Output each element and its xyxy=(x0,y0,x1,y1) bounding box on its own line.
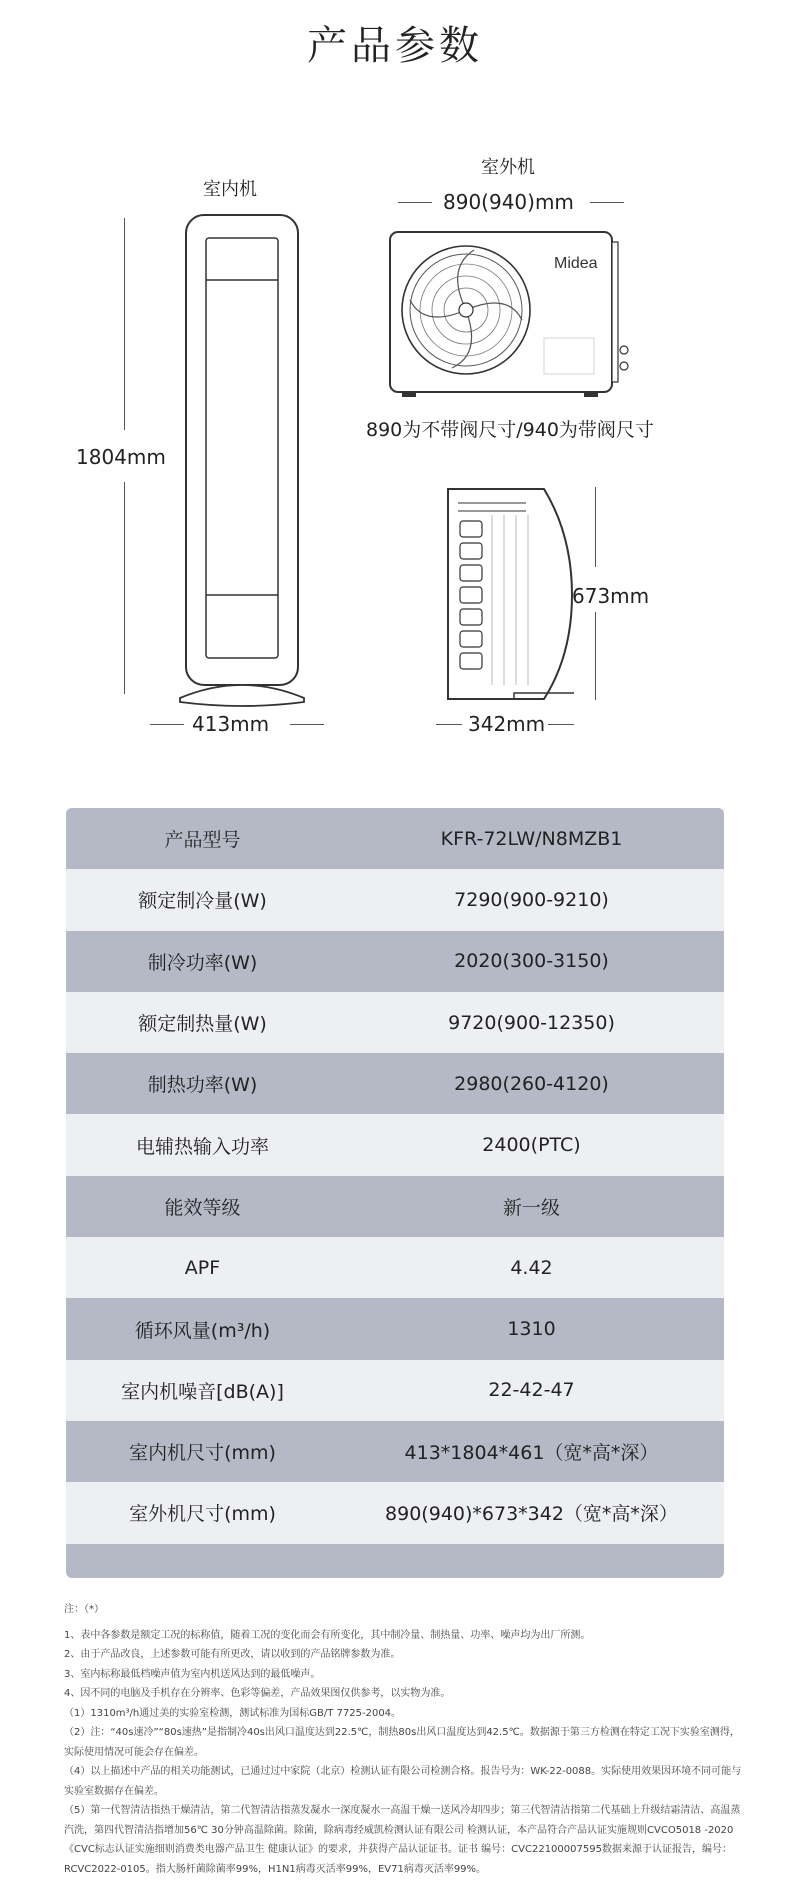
spec-value: 新一级 xyxy=(502,1196,560,1219)
outdoor-width-label: 890(940)mm xyxy=(443,190,574,214)
indoor-width-line-left xyxy=(150,724,184,725)
spec-key: 制热功率(W) xyxy=(147,1074,258,1097)
spec-table xyxy=(66,808,724,1578)
note-line: （2）注：“40s速冷”“80s速热”是指制冷40s出风口温度达到22.5℃，制热80s出风口温度达到42.5℃。数据源于第三方检测在特定工况下实验室测得，实际使用情况可能会存在偏差。 xyxy=(64,1727,740,1758)
outdoor-width-line-left xyxy=(398,202,432,203)
table-row xyxy=(66,992,724,1053)
table-row xyxy=(66,1114,724,1175)
spec-key: 室内机尺寸(mm) xyxy=(129,1442,276,1465)
outdoor-height-line-top xyxy=(595,487,596,567)
table-row xyxy=(66,808,724,869)
spec-value: 2400(PTC) xyxy=(482,1134,581,1157)
midea-logo: Midea xyxy=(554,255,598,272)
spec-value: 2020(300-3150) xyxy=(454,950,609,973)
note-line: （5）第一代智清洁指热干燥清洁，第二代智清洁指蒸发凝水一深度凝水一高温干燥一送风冷却四步；第三代智清洁指第二代基础上升级结霜清洁、高温蒸汽洗，第四代智清洁指增加56℃ 30分钟高温除菌。除菌，除病毒经威凯检测认证有限公司 检测认证，本产品符合产品认证实施规则CVCO5018 -2020《CVC标志认证实施细则消费类电器产品卫生 健康认证》的要求，并获得产品认证证书。证书 编号：CVC22100007595数据来源于认证报告，编号：RCVC2022-0105。指大肠杆菌除菌率99%，H1N1病毒灭活率99%，EV71病毒灭活率99%。 xyxy=(64,1805,741,1875)
spec-key: 电辅热输入功率 xyxy=(135,1135,269,1158)
spec-value: 22-42-47 xyxy=(488,1379,575,1402)
table-row xyxy=(66,931,724,992)
outdoor-unit-front-drawing xyxy=(386,228,646,398)
table-row xyxy=(66,1237,724,1298)
outdoor-unit-label: 室外机 xyxy=(481,157,535,178)
indoor-width-label: 413mm xyxy=(192,712,270,736)
outdoor-unit-side-drawing xyxy=(444,485,584,705)
spec-value: 7290(900-9210) xyxy=(454,888,609,911)
spec-value: KFR-72LW/N8MZB1 xyxy=(440,827,623,850)
spec-value: 9720(900-12350) xyxy=(448,1011,615,1034)
note-line: （1）1310m³/h通过美的实验室检测，测试标准为国标GB/T 7725-2004。 xyxy=(64,1707,402,1719)
table-row xyxy=(66,1053,724,1114)
outdoor-depth-line-right xyxy=(548,724,574,725)
spec-key: 能效等级 xyxy=(164,1196,241,1219)
spec-key: 额定制冷量(W) xyxy=(138,890,267,913)
note-line: 注：（*） xyxy=(64,1604,104,1615)
spec-key: 产品型号 xyxy=(164,829,241,852)
note-line: 3、室内标称最低档噪声值为室内机送风达到的最低噪声。 xyxy=(64,1668,321,1680)
spec-key: 循环风量(m³/h) xyxy=(134,1319,271,1342)
note-line: 2、由于产品改良，上述参数可能有所更改，请以收到的产品铭牌参数为准。 xyxy=(64,1649,401,1660)
table-row xyxy=(66,1176,724,1237)
table-row xyxy=(66,869,724,930)
spec-value: 2980(260-4120) xyxy=(454,1072,609,1095)
indoor-unit-drawing xyxy=(172,210,312,710)
note-line: （4）以上描述中产品的相关功能测试，已通过过中家院（北京）检测认证有限公司检测合格。报告号为：WK-22-0088。实际使用效果因环境不同可能与实验室数据存在偏差。 xyxy=(64,1766,742,1797)
spec-value: 1310 xyxy=(507,1318,556,1341)
outdoor-depth-line-left xyxy=(436,724,462,725)
outdoor-height-label: 673mm xyxy=(572,584,650,608)
spec-key: 室内机噪音[dB(A)] xyxy=(121,1380,284,1403)
note-line: 4、因不同的电脑及手机存在分辨率、色彩等偏差，产品效果图仅供参考，以实物为准。 xyxy=(64,1688,451,1699)
indoor-height-label: 1804mm xyxy=(76,445,166,469)
spec-key: 额定制热量(W) xyxy=(138,1013,267,1036)
spec-key: APF xyxy=(184,1256,221,1279)
table-row xyxy=(66,1298,724,1359)
outdoor-width-line-right xyxy=(590,202,624,203)
note-line: 1、表中各参数是额定工况的标称值，随着工况的变化而会有所变化，其中制冷量、制热量、功率、噪声均为出厂所测。 xyxy=(64,1629,591,1641)
spec-key: 制冷功率(W) xyxy=(147,951,258,974)
indoor-height-line-bottom xyxy=(124,482,125,694)
spec-key: 室外机尺寸(mm) xyxy=(129,1503,276,1526)
table-row xyxy=(66,1482,724,1543)
spec-value: 413*1804*461（宽*高*深） xyxy=(404,1442,659,1465)
footnotes xyxy=(64,1600,744,1879)
outdoor-size-note: 890为不带阀尺寸/940为带阀尺寸 xyxy=(366,419,654,441)
indoor-width-line-right xyxy=(290,724,324,725)
indoor-unit-label: 室内机 xyxy=(203,179,257,200)
table-row xyxy=(66,1360,724,1421)
indoor-height-line-top xyxy=(124,218,125,430)
outdoor-depth-label: 342mm xyxy=(468,712,546,736)
spec-value: 4.42 xyxy=(510,1256,553,1279)
outdoor-height-line-bottom xyxy=(595,612,596,700)
table-row xyxy=(66,1421,724,1482)
spec-value: 890(940)*673*342（宽*高*深） xyxy=(385,1503,678,1526)
page-title: 产品参数 xyxy=(307,23,483,69)
